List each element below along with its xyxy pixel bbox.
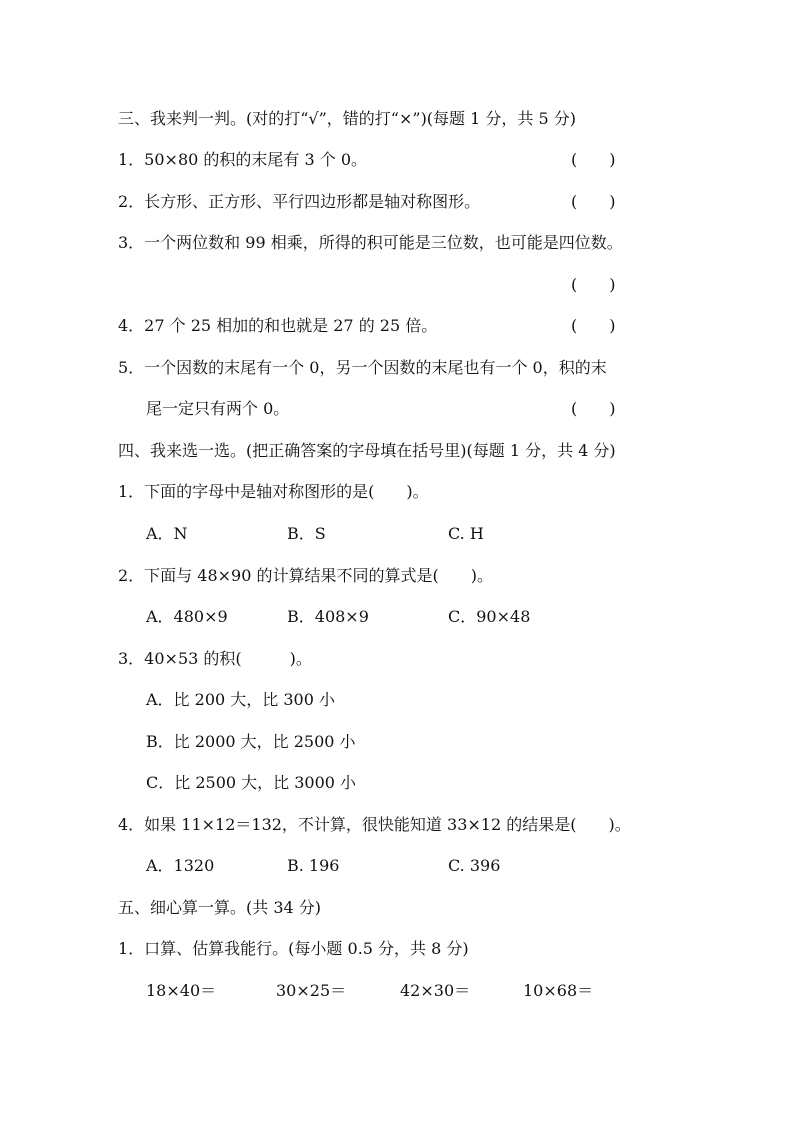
choice-question-3: 3．40×53 的积( )。 (118, 649, 312, 668)
q1-option-b: B．S (287, 524, 326, 543)
answer-bracket-4[interactable]: ( ) (571, 316, 616, 335)
q3-option-c: C．比 2500 大，比 3000 小 (146, 773, 357, 792)
answer-bracket-1[interactable]: ( ) (571, 150, 616, 169)
section-3-heading: 三、我来判一判。(对的打“√”，错的打“×”)(每题 1 分，共 5 分) (118, 109, 576, 128)
mental-math-problem-3: 42×30＝ (400, 981, 471, 1000)
mental-math-problem-2: 30×25＝ (276, 981, 347, 1000)
judge-item-2: 2．长方形、正方形、平行四边形都是轴对称图形。 (118, 192, 481, 211)
answer-bracket-3[interactable]: ( ) (571, 275, 616, 294)
judge-item-1: 1．50×80 的积的末尾有 3 个 0。 (118, 150, 368, 169)
section-4-heading: 四、我来选一选。(把正确答案的字母填在括号里)(每题 1 分，共 4 分) (118, 441, 616, 460)
judge-item-4: 4．27 个 25 相加的和也就是 27 的 25 倍。 (118, 316, 438, 335)
q4-option-b: B. 196 (287, 856, 340, 875)
q2-option-b: B．408×9 (287, 607, 369, 626)
answer-bracket-5[interactable]: ( ) (571, 399, 616, 418)
q2-option-a: A．480×9 (146, 607, 228, 626)
q2-option-c: C．90×48 (448, 607, 531, 626)
mental-math-problem-4: 10×68＝ (523, 981, 594, 1000)
q3-option-b: B．比 2000 大，比 2500 小 (146, 732, 356, 751)
choice-question-1: 1．下面的字母中是轴对称图形的是( )。 (118, 482, 429, 501)
choice-question-4: 4．如果 11×12＝132，不计算，很快能知道 33×12 的结果是( )。 (118, 815, 631, 834)
choice-question-2: 2．下面与 48×90 的计算结果不同的算式是( )。 (118, 566, 493, 585)
judge-item-3: 3．一个两位数和 99 相乘，所得的积可能是三位数，也可能是四位数。 (118, 233, 623, 252)
mental-math-problem-1: 18×40＝ (146, 981, 217, 1000)
q4-option-c: C. 396 (448, 856, 501, 875)
q3-option-a: A．比 200 大，比 300 小 (146, 690, 335, 709)
q1-option-c: C. H (448, 524, 484, 543)
answer-bracket-2[interactable]: ( ) (571, 192, 616, 211)
section-5-subheading: 1．口算、估算我能行。(每小题 0.5 分，共 8 分) (118, 939, 469, 958)
judge-item-5: 5．一个因数的末尾有一个 0，另一个因数的末尾也有一个 0，积的末 (118, 358, 607, 377)
judge-item-5-continued: 尾一定只有两个 0。 (146, 399, 290, 418)
q4-option-a: A．1320 (146, 856, 215, 875)
section-5-heading: 五、细心算一算。(共 34 分) (118, 898, 322, 917)
q1-option-a: A．N (146, 524, 188, 543)
